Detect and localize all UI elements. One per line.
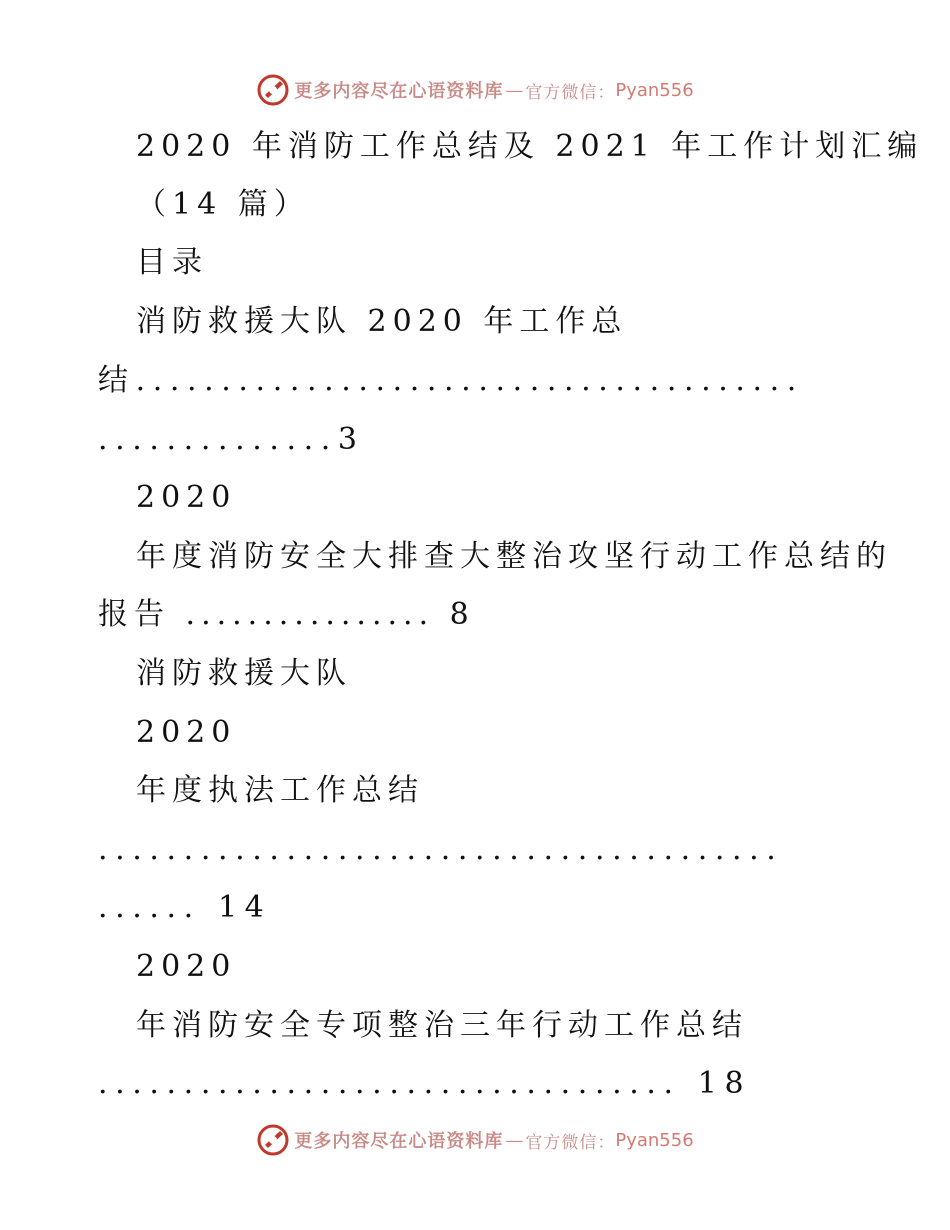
toc-item-3-page: ...... 14 (98, 890, 272, 925)
logo-icon (256, 73, 290, 107)
doc-title-line-1: 2020 年消防工作总结及 2021 年工作计划汇编 (136, 129, 924, 164)
toc-item-3-line-3: 年度执法工作总结 (136, 773, 424, 808)
banner-separator: — (505, 1129, 524, 1151)
toc-heading: 目录 (136, 245, 208, 280)
toc-item-4-page: .................................. 18 (98, 1066, 752, 1101)
banner-separator: — (505, 79, 524, 101)
toc-item-2-line-1: 2020 (136, 480, 237, 515)
toc-item-4-line-2: 年消防安全专项整治三年行动工作总结 (136, 1008, 748, 1043)
banner-main-text: 更多内容尽在心语资料库 (294, 81, 504, 102)
banner-wechat-label: 官方微信： (525, 82, 616, 103)
footer-banner (0, 1120, 950, 1160)
banner-wechat-id: Pyan556 (615, 1129, 694, 1151)
toc-item-3-line-4: ........................................ (98, 832, 784, 867)
toc-item-4-line-1: 2020 (136, 949, 237, 984)
banner-wechat-label: 官方微信： (525, 1132, 616, 1153)
toc-item-1-line-1: 消防救援大队 2020 年工作总 (136, 304, 628, 339)
toc-item-1-line-2: 结....................................... (98, 363, 804, 398)
toc-item-1-page: ..............3 (98, 422, 365, 457)
toc-item-2-page: 报告 ................ 8 (98, 597, 475, 632)
header-banner (0, 70, 950, 110)
toc-item-2-line-2: 年度消防安全大排查大整治攻坚行动工作总结的 (136, 539, 892, 574)
banner-wechat-id: Pyan556 (615, 79, 694, 101)
doc-title-line-2: （14 篇） (136, 187, 310, 222)
toc-item-3-line-1: 消防救援大队 (136, 656, 352, 691)
banner-main-text: 更多内容尽在心语资料库 (294, 1131, 504, 1152)
toc-item-3-line-2: 2020 (136, 715, 237, 750)
logo-icon (256, 1123, 290, 1157)
